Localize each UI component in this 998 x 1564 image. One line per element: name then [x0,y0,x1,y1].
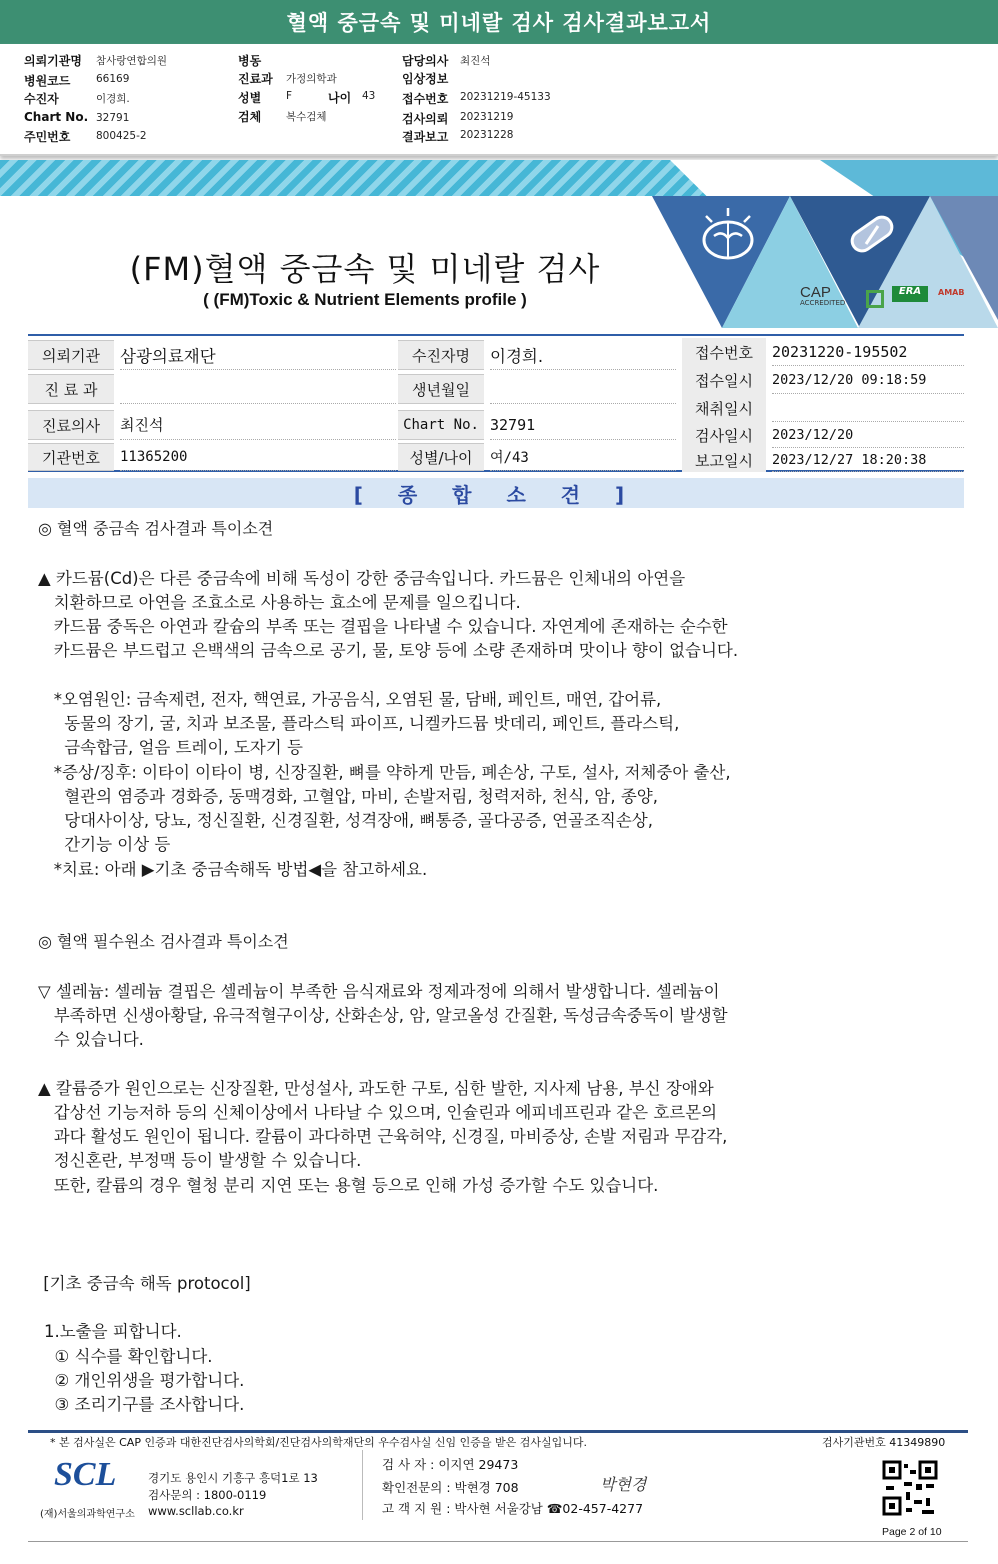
header-value: 20231219 [460,111,514,123]
body-line: 과다 활성도 원인이 됩니다. 칼륨이 과다하면 근육허약, 신경질, 마비증상, 손발 저림과 무감각, [38,1127,728,1146]
header-label: 담당의사 [402,54,449,68]
footer-bottom-rule [28,1541,968,1542]
footer-phone: 검사문의 : 1800-0119 [148,1488,267,1502]
body-line: 동물의 장기, 굴, 치과 보조물, 플라스틱 파이프, 니켈카드뮴 밧데리, 페인트, 플라스틱, [38,714,680,733]
header-age-label: 나이 [328,91,352,105]
page-number: Page 2 of 10 [882,1526,942,1538]
summary-section-title: [ 종 합 소 견 ] [28,478,964,508]
scl-logo: SCL [54,1456,117,1493]
header-label: 접수번호 [402,92,449,106]
section-heading: ◎ 혈액 필수원소 검사결과 특이소견 [38,932,289,951]
protocol-step: 1.노출을 피합니다. [44,1322,182,1341]
header-age-value: 43 [362,90,376,102]
table-value: 2023/12/20 09:18:59 [772,366,964,394]
table-label: 수진자명 [398,340,484,370]
table-label: 접수일시 [682,366,766,394]
body-line: 카드뮴 중독은 아연과 칼슘의 부족 또는 결핍을 나타낼 수 있습니다. 자연계에 존재하는 순수한 [38,617,728,636]
amab-logo: AMAB [938,288,965,297]
table-value: 삼광의료재단 [120,340,396,370]
body-line: 금속합금, 얼음 트레이, 도자기 등 [38,738,303,757]
body-line: 카드뮴은 부드럽고 은백색의 금속으로 공기, 물, 토양 등에 소량 존재하며 맛이나 향이 없습니다. [38,641,739,660]
agency-number: 검사기관번호 41349890 [822,1436,946,1449]
header-label: 검사의뢰 [402,112,449,126]
protocol-heading: [기초 중금속 해독 protocol] [38,1274,251,1293]
header-value: 800425-2 [96,130,147,142]
body-line: 치환하므로 아연을 조효소로 사용하는 효소에 문제를 일으킵니다. [38,593,521,612]
protocol-substep: ③ 조리기구를 조사합니다. [44,1395,245,1414]
table-label: 생년월일 [398,374,484,404]
header-value: 20231228 [460,129,514,141]
header-label: 결과보고 [402,130,449,144]
body-line: 정신혼란, 부정맥 등이 발생할 수 있습니다. [38,1151,362,1170]
header-value: 20231219-45133 [460,91,551,103]
header-label: 의뢰기관명 [24,54,82,68]
table-label: 진 료 과 [28,374,114,404]
header-value: 66169 [96,73,130,85]
organization-name: (재)서울의과학연구소 [40,1509,135,1520]
page-title: (FM)혈액 중금속 및 미네랄 검사 [129,250,601,288]
table-label: 채취일시 [682,394,766,422]
table-label: 기관번호 [28,443,114,471]
header-label: 주민번호 [24,130,71,144]
header-value: 최진석 [460,55,491,67]
footer-address: 경기도 용인시 기흥구 흥덕1로 13 [148,1471,318,1485]
header-value: 참사랑연합의원 [96,55,168,67]
table-label: Chart No. [398,410,484,440]
table-label: 접수번호 [682,338,766,366]
header-value: 이경희. [96,93,130,105]
footer-website: www.scllab.co.kr [148,1504,244,1518]
table-label: 검사일시 [682,422,766,448]
body-line: ▽ 셀레늄: 셀레늄 결핍은 셀레늄이 부족한 음식재료와 정제과정에 의해서 발생합니다. 셀레늄이 [38,982,720,1001]
table-label: 진료의사 [28,410,114,440]
header-value: 가정의학과 [286,73,337,85]
footer-rule [28,1430,968,1433]
examiner-info: 검 사 자 : 이지연 29473 [382,1457,519,1472]
report-banner-title: 혈액 중금속 및 미네랄 검사 검사결과보고서 [0,0,998,44]
header-label: 검체 [238,110,262,124]
table-value: 2023/12/20 [772,422,964,448]
qr-code-icon [882,1460,938,1516]
protocol-substep: ② 개인위생을 평가합니다. [44,1371,245,1390]
table-label: 성별/나이 [398,443,484,471]
header-label: 임상정보 [402,72,449,86]
footer-divider [362,1450,363,1520]
specialist-info: 확인전문의 : 박현경 708 [382,1480,519,1495]
body-line: *치료: 아래 ▶기초 중금속해독 방법◀을 참고하세요. [38,860,428,879]
body-line: 갑상선 기능저하 등의 신체이상에서 나타날 수 있으며, 인슐린과 에피네프린과 같은 호르몬의 [38,1103,718,1122]
body-line: 혈관의 염증과 경화증, 동맥경화, 고혈압, 마비, 손발저림, 청력저하, 천식, 암, 종양, [38,787,658,806]
cap-logo-sub: ACCREDITED [800,299,846,307]
body-line: *증상/징후: 이타이 이타이 병, 신장질환, 뼈를 약하게 만듬, 폐손상, 구토, 설사, 저체중아 출산, [38,763,731,782]
header-label: 병동 [238,54,262,68]
header-value: 복수검체 [286,111,327,123]
body-line: ▲ 카드뮴(Cd)은 다른 중금속에 비해 독성이 강한 중금속입니다. 카드뮴은 인체내의 아연을 [38,569,686,588]
signature: 박현경 [600,1475,647,1494]
header-label: 성별 [238,91,262,105]
header-label: 진료과 [238,72,273,86]
table-value: 여/43 [490,443,676,471]
certification-note: * 본 검사실은 CAP 인증과 대한진단검사의학회/진단검사의학재단의 우수검사실 신임 인증을 받은 검사실입니다. [50,1436,588,1449]
table-value: 11365200 [120,443,396,471]
body-line: *오염원인: 금속제련, 전자, 핵연료, 가공음식, 오염된 물, 담배, 페인트, 매연, 갑어류, [38,690,662,709]
body-line: 부족하면 신생아황달, 유극적혈구이상, 산화손상, 암, 알코올성 간질환, 독성금속중독이 발생할 [38,1006,728,1025]
cap-logo: CAP [800,284,831,301]
header-value: 32791 [96,112,130,124]
table-value: 32791 [490,410,676,440]
report-body [38,0,978,1564]
table-value: 이경희. [490,340,676,370]
era-logo: ERA [892,286,928,302]
table-value: 최진석 [120,410,396,440]
body-line: 또한, 칼륨의 경우 혈청 분리 지연 또는 용혈 등으로 인해 가성 증가할 수도 있습니다. [38,1176,659,1195]
header-label: Chart No. [24,110,89,124]
table-value: 20231220-195502 [772,338,964,366]
protocol-substep: ① 식수를 확인합니다. [44,1347,213,1366]
page-subtitle: ( (FM)Toxic & Nutrient Elements profile ) [203,290,527,309]
customer-support-info: 고 객 지 원 : 박사현 서울강남 ☎02-457-4277 [382,1501,644,1516]
header-label: 병원코드 [24,74,71,88]
body-line: ▲ 칼륨증가 원인으로는 신장질환, 만성설사, 과도한 구토, 심한 발한, 지사제 남용, 부신 장애와 [38,1079,714,1098]
table-label: 보고일시 [682,448,766,472]
header-value: F [286,90,293,102]
table-label: 의뢰기관 [28,340,114,370]
table-value: 2023/12/27 18:20:38 [772,448,964,472]
section-heading: ◎ 혈액 중금속 검사결과 특이소견 [38,519,274,538]
body-line: 수 있습니다. [38,1030,144,1049]
header-label: 수진자 [24,92,59,106]
body-line: 간기능 이상 등 [38,835,171,854]
body-line: 당대사이상, 당뇨, 정신질환, 신경질환, 성격장애, 뼈통증, 골다공증, 연골조직손상, [38,811,653,830]
